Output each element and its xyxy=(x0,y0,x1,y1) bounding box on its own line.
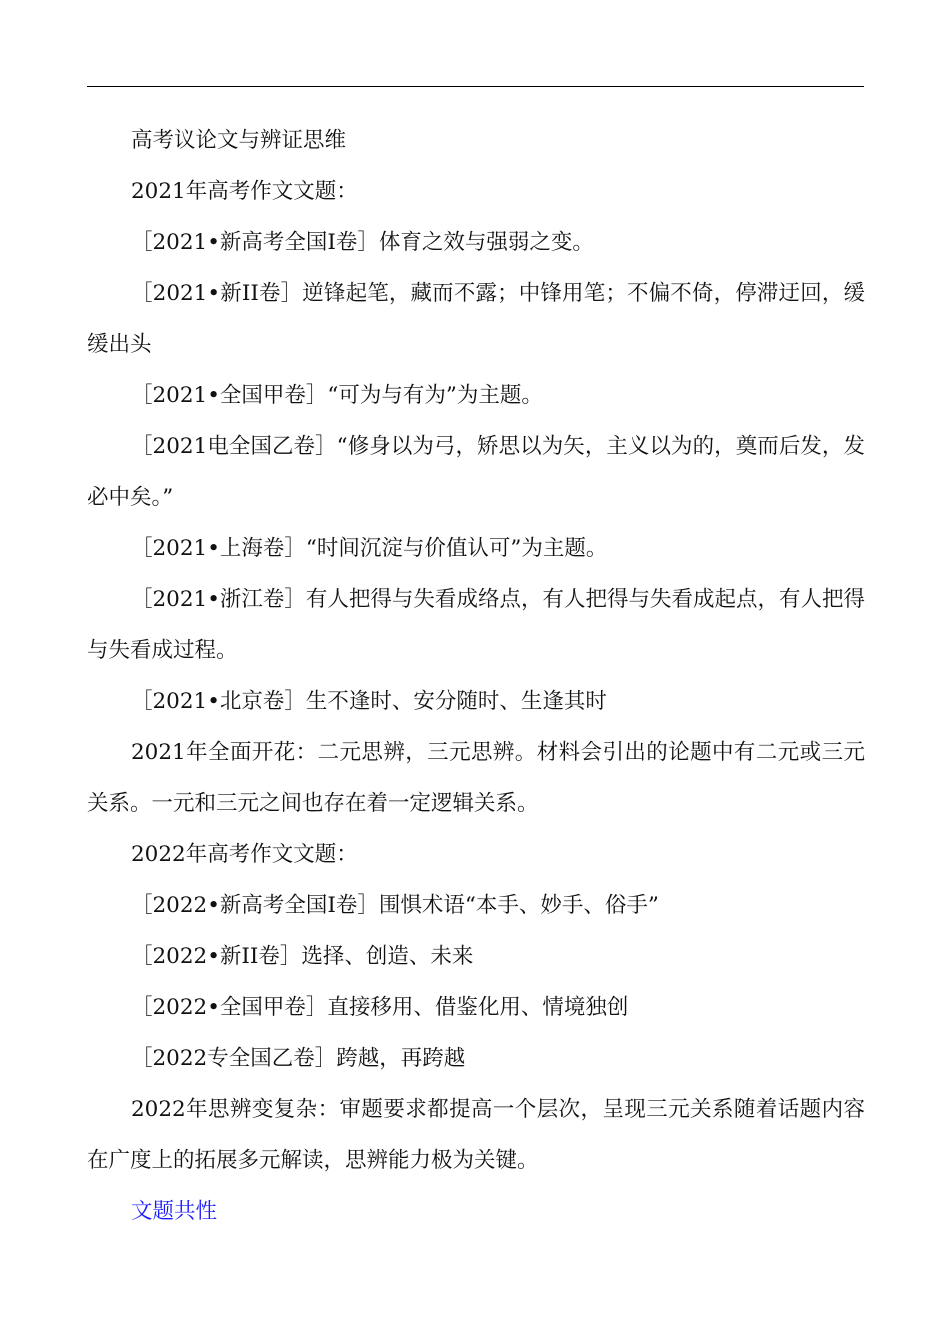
document-body xyxy=(87,115,865,1237)
section-heading-2021: 2021年高考作文文题： xyxy=(131,179,358,204)
paragraph: 2021年全面开花：二元思辨，三元思辨。材料会引出的论题中有二元或三元关系。一元和三元之间也存在着一定逻辑关系。 xyxy=(87,740,865,816)
paragraph: ［2021•浙江卷］有人把得与失看成络点，有人把得与失看成起点，有人把得与失看成过程。 xyxy=(87,587,865,663)
section-heading-2022: 2022年高考作文文题： xyxy=(131,842,358,867)
paragraph: ［2021•上海卷］“时间沉淀与价值认可”为主题。 xyxy=(131,536,608,561)
paragraph: ［2022•全国甲卷］直接移用、借鉴化用、情境独创 xyxy=(131,995,629,1020)
paragraph: ［2022•新II卷］选择、创造、未来 xyxy=(131,944,474,969)
header-rule xyxy=(87,86,864,87)
paragraph: ［2021•北京卷］生不逢时、安分随时、生逢其时 xyxy=(131,689,607,714)
paragraph: 2022年思辨变复杂：审题要求都提高一个层次，呈现三元关系随着话题内容在广度上的拓展多元解读，思辨能力极为关键。 xyxy=(87,1097,865,1173)
paragraph: ［2021•全国甲卷］“可为与有为”为主题。 xyxy=(131,383,543,408)
paragraph: ［2022专全国乙卷］跨越，再跨越 xyxy=(131,1046,466,1071)
document-title: 高考议论文与辨证思维 xyxy=(131,128,347,153)
link-common-topics[interactable]: 文题共性 xyxy=(131,1199,218,1224)
paragraph: ［2021•新II卷］逆锋起笔，藏而不露；中锋用笔；不偏不倚，停滞迂回，缓缓出头 xyxy=(87,281,865,357)
paragraph: ［2022•新高考全国I卷］围惧术语“本手、妙手、俗手” xyxy=(131,893,659,918)
paragraph: ［2021电全国乙卷］“修身以为弓，矫思以为矢，主义以为的，奠而后发，发必中矣。” xyxy=(87,434,865,510)
paragraph: ［2021•新高考全国I卷］体育之效与强弱之变。 xyxy=(131,230,594,255)
